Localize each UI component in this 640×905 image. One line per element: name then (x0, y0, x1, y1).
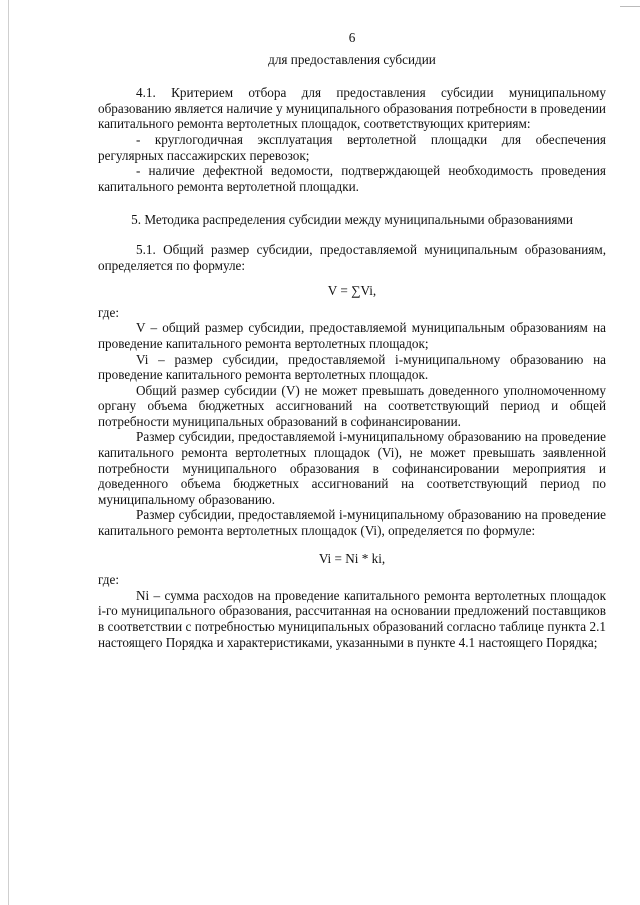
definition-vi: Vi – размер субсидии, предоставляемой i-муниципальному образованию на проведение капитального ремонта вертолетных площадок. (98, 351, 606, 383)
formula-individual: Vi = Ni * ki, (318, 550, 386, 566)
calc-intro-paragraph: Размер субсидии, предоставляемой i-муниципальному образованию на проведение капитального ремонта вертолетных площадок (Vi), определяется по формуле: (98, 507, 606, 539)
document-page (98, 30, 606, 650)
formula-intro-paragraph: 5.1. Общий размер субсидии, предоставляемой муниципальным образованиям, определяется по формуле: (98, 241, 606, 273)
individual-limit-paragraph: Размер субсидии, предоставляемой i-муниципальному образованию на проведение капитального ремонта вертолетных площадок (Vi), не может превышать заявленной потребности муниципального образования в софинансировании мероприятия и доведенного объема бюджетных ассигнований на соответствующий период по муниципальному образованию. (98, 429, 606, 507)
criteria-bullet-2: - наличие дефектной ведомости, подтверждающей необходимость проведения капитального ремонта вертолетной площадки. (98, 163, 606, 194)
formula-total: V = ∑Vi, (327, 283, 377, 299)
definition-v: V – общий размер субсидии, предоставляемой муниципальным образованиям на проведение капитального ремонта вертолетных площадок; (98, 320, 606, 351)
scan-corner-mark (620, 6, 640, 7)
definition-ni: Ni – сумма расходов на проведение капитального ремонта вертолетных площадок i-го муниципального образования, рассчитанная на основании предложений поставщиков в соответствии с потребностью муниципальных образований согласно таблице пункта 2.1 настоящего Порядка и характеристиками, указанными в пункте 4.1 настоящего Порядка; (98, 587, 606, 650)
total-limit-paragraph: Общий размер субсидии (V) не может превышать доведенного уполномоченному органу объема бюджетных ассигнований на соответствующий период и общей потребности муниципальных образований в софинансировании. (98, 382, 606, 429)
header-continuation: для предоставления субсидии (268, 51, 436, 67)
section-title: 5. Методика распределения субсидии между муниципальными образованиями (131, 212, 573, 228)
scan-edge-line (8, 0, 9, 905)
criteria-paragraph: 4.1. Критерием отбора для предоставления субсидии муниципальному образованию является наличие у муниципального образования потребности в проведении капитального ремонта вертолетных площадок, соответствующих критериям: (98, 85, 606, 132)
page-number: 6 (348, 30, 356, 45)
criteria-bullet-1: - круглогодичная эксплуатация вертолетной площадки для обеспечения регулярных пассажирских перевозок; (98, 131, 606, 163)
where-label-2: где: (98, 572, 119, 588)
where-label-1: где: (98, 304, 119, 320)
